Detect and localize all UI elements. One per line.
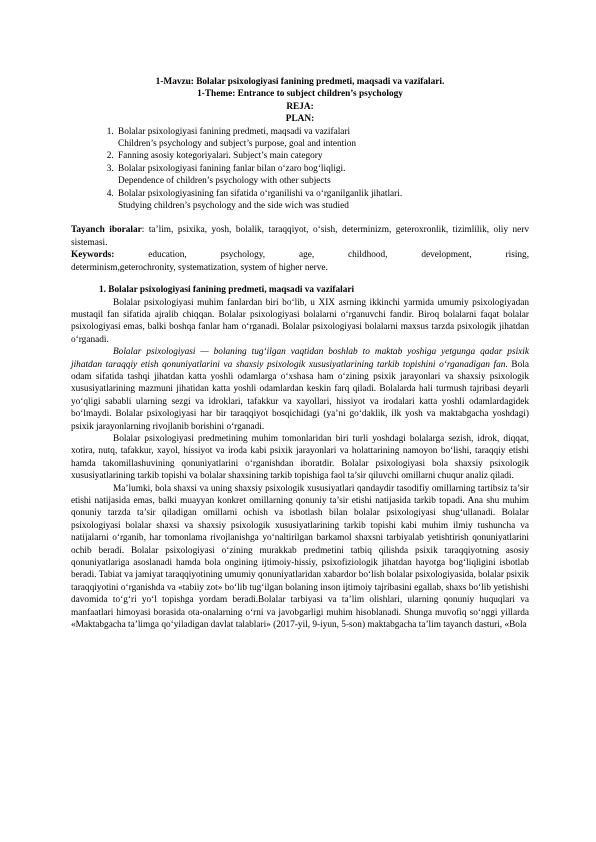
- plan-item: [116, 150, 529, 162]
- keywords-uz: [71, 224, 529, 249]
- plan-item-uz: Bolalar psixologiyasining fan sifatida o‘rganilishi va o‘rganilganlik jihatlari.: [118, 188, 403, 199]
- keywords-en: [71, 249, 529, 261]
- plan-item-uz: Bolalar psixologiyasi fanining predmeti, maqsadi va vazifalari: [118, 126, 351, 137]
- keyword: rising,: [505, 250, 530, 261]
- document-page: [71, 76, 529, 631]
- plan-item: [116, 188, 529, 213]
- keyword: education,: [148, 250, 187, 261]
- keyword: psychology,: [220, 250, 266, 261]
- section-heading: [71, 284, 529, 296]
- keyword: development,: [421, 250, 472, 261]
- paragraph: Bolalar psixologiyasi predmetining muhim tomonlaridan biri turli yoshdagi bolalarga sezish, idrok, diqqat, xotira, nutq, tafakkur, xayol, hissiyot va iroda kabi psixik jarayonlari va holattarining namoyon bo‘lishi, taraqqiy etishi hamda takomillashuvining qonuniyatlarini o‘rganishdan iboratdir. Bolalar psixologiyasi bola shaxsiy psixologik xususiyatlarining tarkib topishi va bolalar shaxsining tarkib topishiga faol ta’sir qiluvchi omillarni chuqur analiz qiladi.: [71, 433, 529, 482]
- keywords-uz-label: Tayanch iboralar: [71, 225, 142, 236]
- plan-item-en: Children’s psychology and subject’s purpose, goal and intention: [118, 139, 357, 150]
- plan-item-uz: Bolalar psixologiyasi fanining fanlar bilan o‘zaro bog‘liqligi.: [118, 163, 346, 174]
- paragraph: [71, 346, 529, 433]
- plan-item: [116, 126, 529, 151]
- paragraph: Ma’lumki, bola shaxsi va uning shaxsiy psixologik xususiyatlari qandaydir tasodifiy omillarning tartibsiz ta’sir etishi natijasida emas, balki muayyan konkret omillarning qonuniy ta’sir etishi natijasida tarkib topadi. Ana shu muhim qonuniy tarzda ta’sir qiladigan omillarni ochish va isbotlash bilan bolalar psixologiyasi shug‘ullanadi. Bolalar psixologiyasi bolalar shaxsi va shaxsiy psixologik xususiyatlarining tarkib topishi kabi muhim ilmiy tushuncha va natijalarni o‘rganib, har tomonlama rivojlanishga yo‘naltirilgan barkamol shaxsni tarbiyalab yetishtirish qonuniyatlarini ochib beradi. Bolalar psixologiyasi o‘zining murakkab predmetini tatbiq qilishda psixik taraqqiyotning asosiy qonuniyatlariga asoslanadi hamda bola ongining ijtimoiy-hissiy, psixofiziologik jihatdan hayotga bog‘liqligini isbotlab beradi. Tabiat va jamiyat taraqqiyotining umumiy qonuniyatlaridan xabardor bo‘lish bolalar psixologiyasida, bolalar psixik taraqqiyotini o‘rganishda va «tabiiy zot» bo‘lib tug‘ilgan bolaning inson ijtimoiy tajribasini egallab, shaxs bo‘lib yetishishi davomida to‘g‘ri yo‘l topishga yordam beradi.Bolalar tarbiyasi va ta’lim olishlari, ularning qonuniy huquqlari va manfaatlari himoyasi borasida ota-onalarning o‘rni va javobgarligi muhim hisoblanadi. Shunga muvofiq so‘nggi yillarda «Maktabgacha ta’limga qo‘yiladigan davlat talablari» (2017-yil, 9-iyun, 5-son) maktabgacha ta’lim tayanch dasturi, «Bola: [71, 483, 529, 631]
- definition-italic: Bolalar psixologiyasi — bolaning tug‘ilgan vaqtidan boshlab to maktab yoshiga yetgunga qadar psixik jihatdan taraqqiy etish qonuniyatlarini va shaxsiy psixologik xususiyatlarining tarkib topishini o‘rganadigan fan.: [71, 347, 529, 370]
- keywords-uz-text: : ta’lim, psixika, yosh, bolalik, taraqqiyot, o‘sish, determinizm, geteroxronlik, tizimlilik, oliy nerv sistemasi.: [71, 225, 529, 248]
- reja-heading: REJA:: [286, 101, 314, 112]
- keywords-en-rest: determinism,geterochronity, systematization, system of higher nerve.: [71, 262, 328, 273]
- plan-item-uz: Fanning asosiy kotegoriyalari. Subject’s main category: [118, 151, 323, 162]
- document-subtitle: 1-Theme: Entrance to subject children’s psychology: [197, 89, 403, 100]
- document-title: 1-Mavzu: Bolalar psixologiyasi fanining predmeti, maqsadi va vazifalari.: [155, 77, 445, 87]
- plan-item-en: Studying children’s psychology and the side wich was studied: [118, 201, 349, 212]
- plan-heading: PLAN:: [285, 114, 315, 125]
- section-title: . Bolalar psixologiyasi fanining predmeti, maqsadi va vazifalari: [103, 285, 355, 296]
- paragraph-text: Bola odam sifatida tashqi jihatdan katta yoshli odamlarga o‘xshasa ham o‘zining psixik jarayonlari va shaxsiy psixologik xususiyatlarining mazmuni jihatidan katta yoshli odamlardan keskin farq qiladi. Bolalarda hali turmush tajribasi deyarli yo‘qligi sababli ularning sezgi va idroklari, tafakkur va xayollari, hissiyot va irodalari katta yoshli odamlardagidek bo‘lmaydi. Bolalar psixologiyasi har bir taraqqiyot bosqichidagi (ya’ni go‘daklik, ilk yosh va maktabgacha yoshdagi) psixik jarayonlarning rivojlanib borishini o‘rganadi.: [71, 359, 529, 432]
- keyword: childhood,: [348, 250, 388, 261]
- keyword: age,: [298, 250, 315, 261]
- plan-list: [71, 126, 529, 213]
- plan-item-en: Dependence of children’s psychology with other subjects: [118, 176, 331, 187]
- paragraph: Bolalar psixologiyasi muhim fanlardan biri bo‘lib, u XIX asrning ikkinchi yarmida umumiy psixologiyadan mustaqil fan sifatida ajralib chiqqan. Bolalar psixologiyasi bolalarni o‘rganuvchi fandir. Biroq bolalarni faqat bolalar psixologiyasi emas, balki boshqa fanlar ham o‘rganadi. Bolalar psixologiyasi bolalarni maxsus tarzda psixologik jihatdan o‘rganadi.: [71, 297, 529, 345]
- section-number: 1: [99, 285, 104, 296]
- plan-item: [116, 163, 529, 188]
- keywords-en-label: Keywords:: [71, 250, 115, 261]
